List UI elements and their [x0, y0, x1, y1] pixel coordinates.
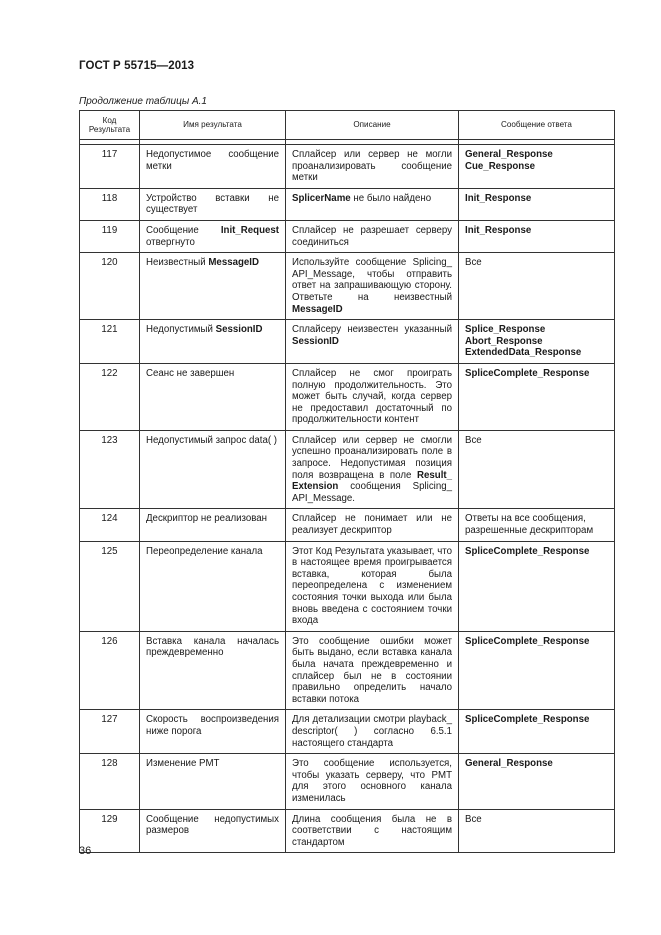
response-message: General_Response	[459, 754, 615, 809]
table-row	[80, 188, 615, 220]
response-message: Все	[459, 430, 615, 509]
column-header-response: Сообщение ответа	[459, 111, 615, 140]
table-row	[80, 145, 615, 189]
bold-identifier: SplicerName	[292, 192, 351, 204]
result-description: Сплайсеру неизвестен указанный SessionID	[286, 320, 459, 364]
result-name: Недопустимый запрос data( )	[140, 430, 286, 509]
bold-identifier: Init_Request	[220, 224, 279, 236]
result-code: 126	[80, 631, 140, 710]
result-code: 120	[80, 253, 140, 320]
table-row	[80, 710, 615, 754]
table-row	[80, 509, 615, 541]
result-description: Это сообщение используется, чтобы указать серверу, что PMT для этого основного канала изменилась	[286, 754, 459, 809]
table-row	[80, 220, 615, 252]
result-description: SplicerName не было найдено	[286, 188, 459, 220]
result-description: Этот Код Результата указывает, что в настоящее время проигрывается вставка, которая была переопределена с изменением состояния точки выхода или была вновь введена с состоянием точки входа	[286, 541, 459, 631]
response-message: SpliceComplete_Response	[459, 541, 615, 631]
response-message: Init_Response	[459, 188, 615, 220]
table-row	[80, 320, 615, 364]
response-message	[459, 320, 615, 364]
page-number: 36	[79, 845, 92, 857]
result-description: Сплайсер или сервер не смогли успешно проанализировать поле в запросе. Недопустимая позиция поля возвращена в поле Result_ Extension сообщения Splicing_ API_Message.	[286, 430, 459, 509]
table-row	[80, 430, 615, 509]
result-name: Устройство вставки не существует	[140, 188, 286, 220]
result-description: Для детализации смотри playback_ descriptor( ) согласно 6.5.1 настоящего стандарта	[286, 710, 459, 754]
table-row	[80, 754, 615, 809]
result-code: 119	[80, 220, 140, 252]
column-header-description: Описание	[286, 111, 459, 140]
response-message: Init_Response	[459, 220, 615, 252]
result-description: Сплайсер не разрешает серверу соединиться	[286, 220, 459, 252]
result-name: Сообщение Init_Request отвергнуто	[140, 220, 286, 252]
result-code: 121	[80, 320, 140, 364]
result-description: Используйте сообщение Splicing_ API_Message, чтобы отправить ответ на запрашивающую сторону. Ответьте на неизвестный MessageID	[286, 253, 459, 320]
response-message: SpliceComplete_Response	[459, 710, 615, 754]
bold-identifier: MessageID	[208, 257, 259, 269]
result-code: 124	[80, 509, 140, 541]
result-name: Скорость воспроизведения ниже порога	[140, 710, 286, 754]
table-row	[80, 363, 615, 430]
table-caption: Продолжение таблицы А.1	[79, 96, 207, 107]
table-row	[80, 541, 615, 631]
result-code: 129	[80, 809, 140, 853]
table-row	[80, 631, 615, 710]
result-code: 117	[80, 145, 140, 189]
response-message-part: Splice_Response Abort_Response ExtendedData_Response	[465, 324, 582, 359]
result-description: Это сообщение ошибки может быть выдано, если вставка канала была начата преждевременно и сплайсер был не в состоянии правильно определить начало вставки потока	[286, 631, 459, 710]
result-name: Дескриптор не реализован	[140, 509, 286, 541]
response-message: Все	[459, 253, 615, 320]
response-message-part: General_Response Cue_Response	[465, 149, 553, 172]
bold-identifier: SessionID	[215, 324, 263, 336]
result-description: Сплайсер или сервер не могли проанализировать сообщение метки	[286, 145, 459, 189]
document-header: ГОСТ Р 55715—2013	[79, 60, 195, 72]
result-name: Вставка канала началась преждевременно	[140, 631, 286, 710]
result-codes-table	[79, 110, 615, 853]
bold-identifier: SessionID	[292, 335, 339, 347]
result-code: 123	[80, 430, 140, 509]
result-name: Сообщение недопустимых размеров	[140, 809, 286, 853]
result-name: Недопустимый SessionID	[140, 320, 286, 364]
response-message	[459, 145, 615, 189]
result-description: Длина сообщения была не в соответствии с настоящим стандартом	[286, 809, 459, 853]
result-code: 128	[80, 754, 140, 809]
response-message: SpliceComplete_Response	[459, 631, 615, 710]
result-name: Недопустимое сообщение метки	[140, 145, 286, 189]
bold-identifier: MessageID	[292, 303, 343, 315]
result-code: 125	[80, 541, 140, 631]
result-name: Изменение PMT	[140, 754, 286, 809]
result-code: 122	[80, 363, 140, 430]
response-message: Все	[459, 809, 615, 853]
result-code: 127	[80, 710, 140, 754]
table-row	[80, 809, 615, 853]
column-header-code: Код Результата	[80, 111, 140, 140]
bold-identifier: Result_ Extension	[292, 469, 452, 493]
column-header-name: Имя результата	[140, 111, 286, 140]
table-header-row	[80, 111, 615, 140]
table-row	[80, 253, 615, 320]
response-message: SpliceComplete_Response	[459, 363, 615, 430]
result-name: Переопределение канала	[140, 541, 286, 631]
result-name: Сеанс не завершен	[140, 363, 286, 430]
result-description: Сплайсер не понимает или не реализует дескриптор	[286, 509, 459, 541]
result-name: Неизвестный MessageID	[140, 253, 286, 320]
result-code: 118	[80, 188, 140, 220]
result-description: Сплайсер не смог проиграть полную продолжительность. Это может быть случай, когда сервер не предоставил достаточный по продолжительности контент	[286, 363, 459, 430]
response-message: Ответы на все сообщения, разрешенные дескрипторам	[459, 509, 615, 541]
